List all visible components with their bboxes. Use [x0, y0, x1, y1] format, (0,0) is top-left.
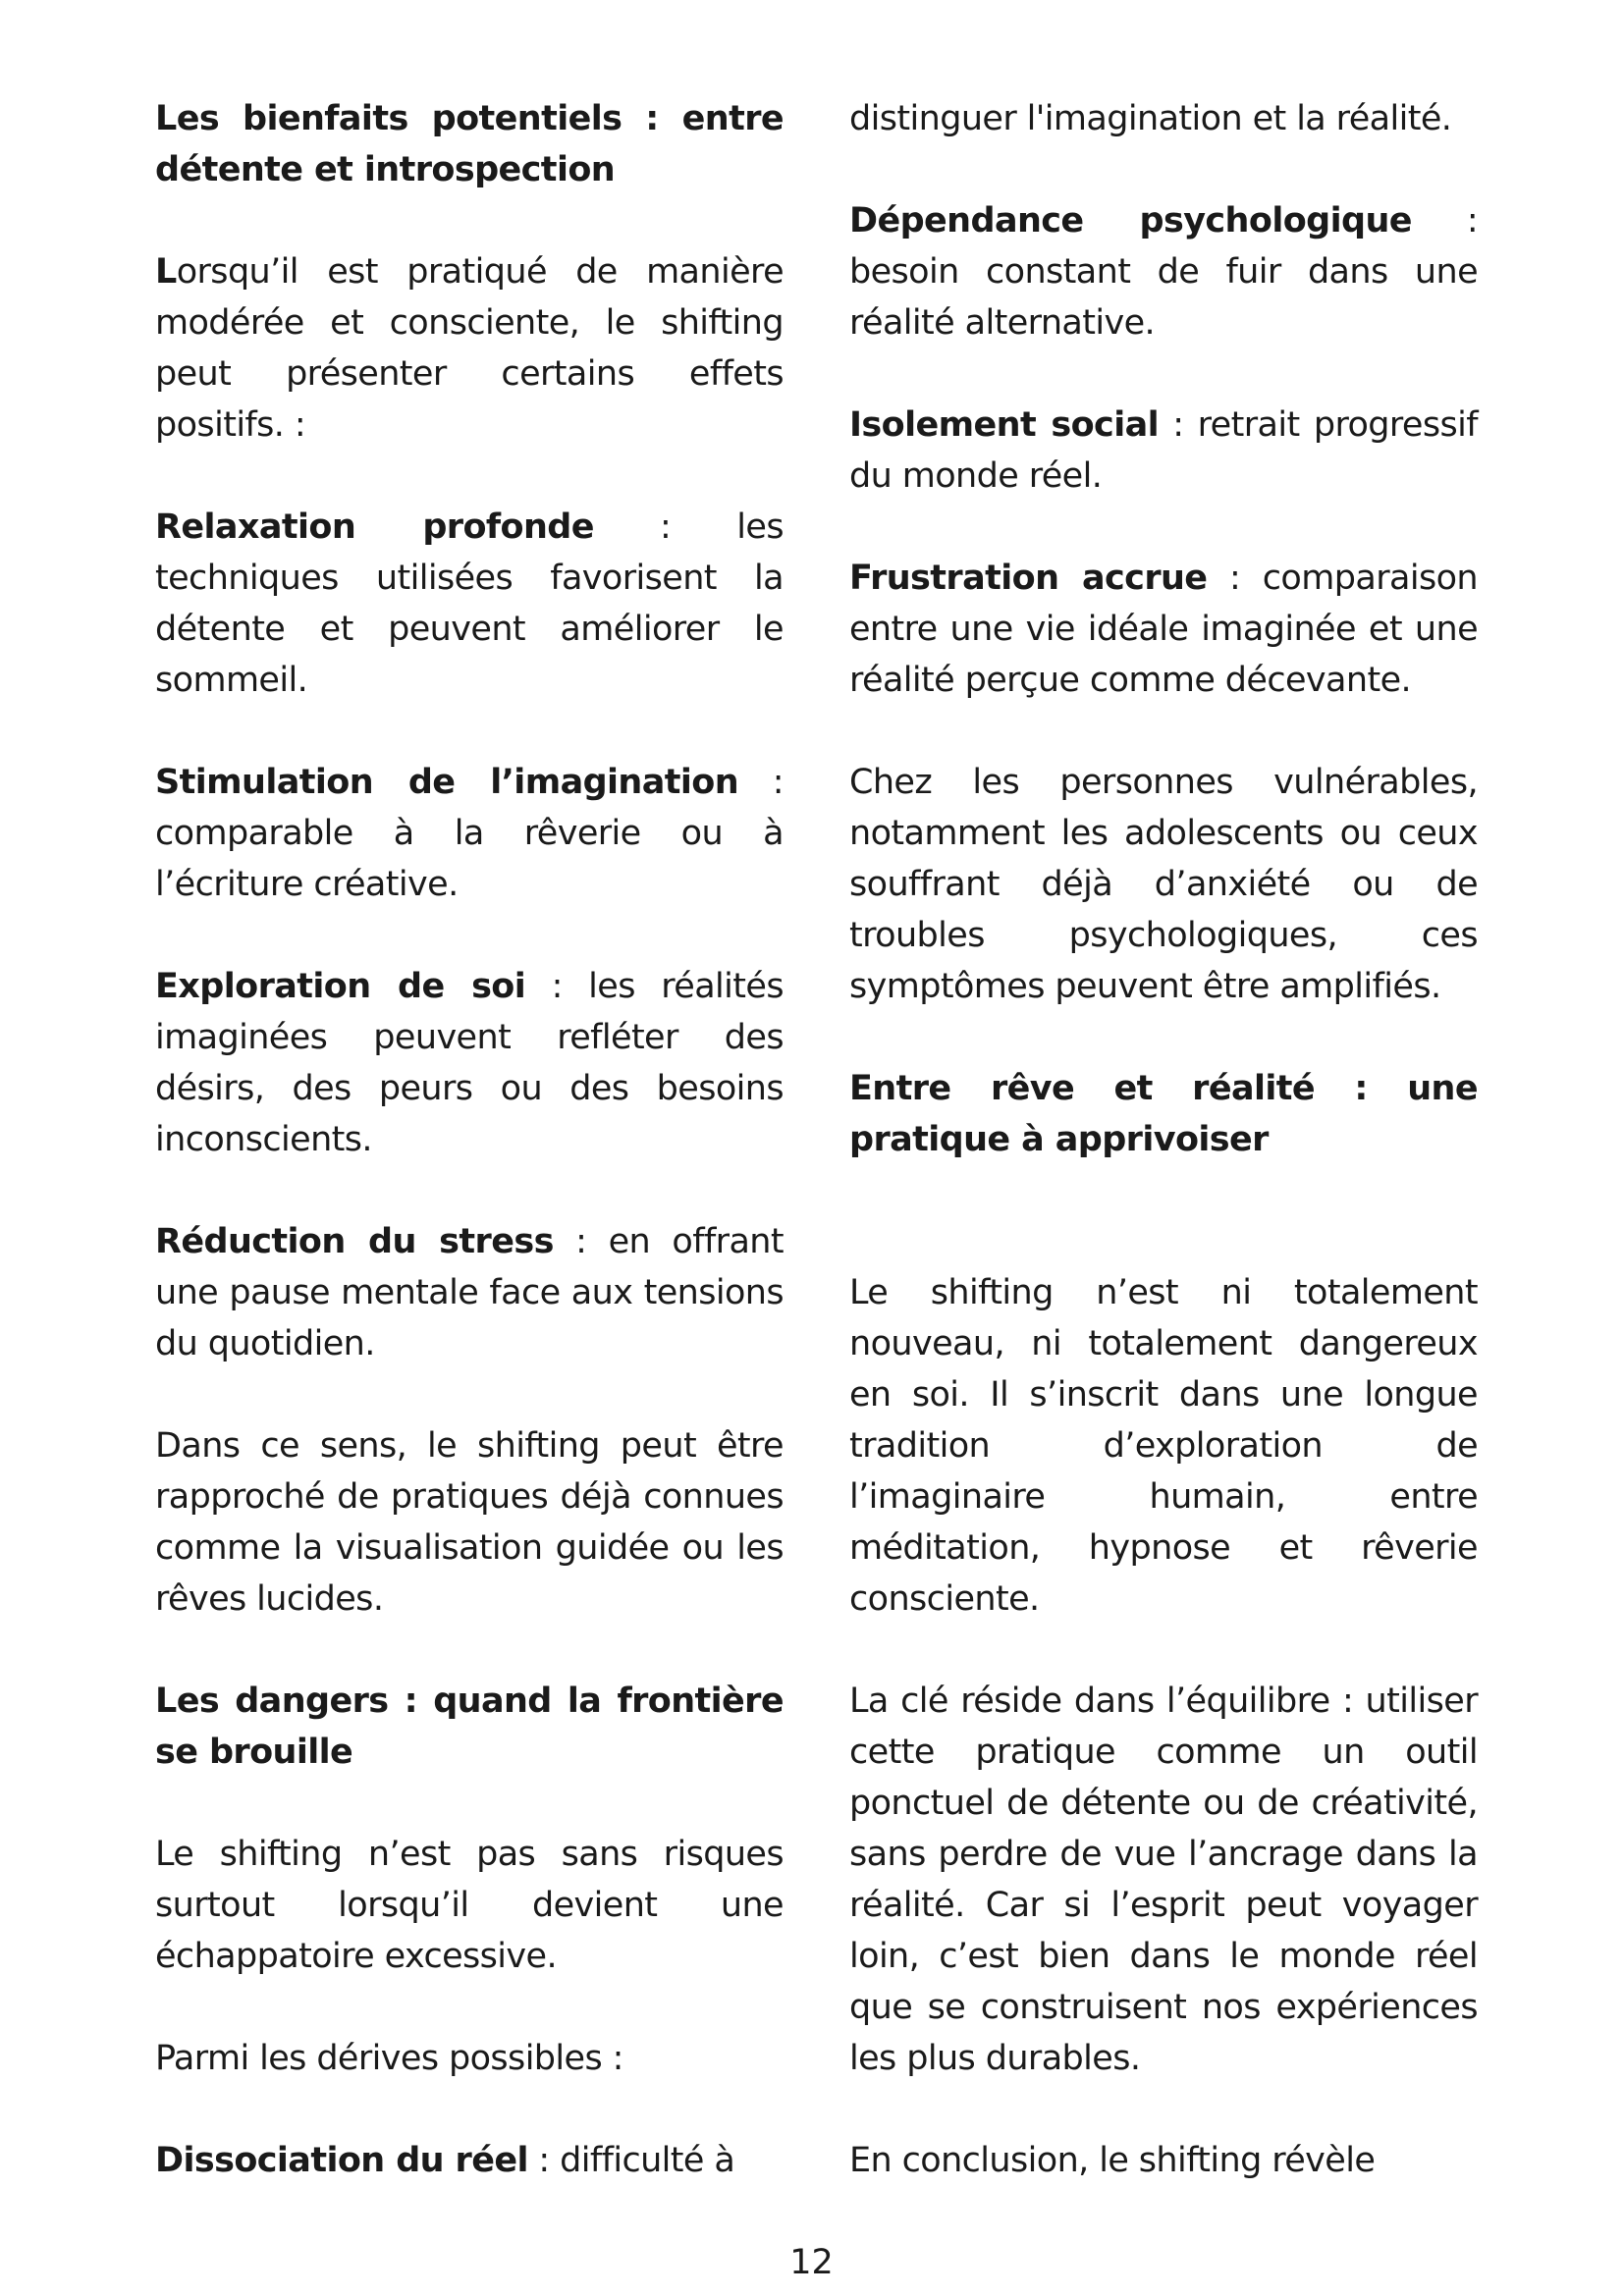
heading-reve-realite: Entre rêve et réalité : une pratique à apprivoiser — [849, 1069, 1478, 1159]
list-item — [155, 2135, 784, 2186]
list-item — [155, 1216, 784, 1369]
item-desc: : comparaison entre une vie idéale imaginée et une réalité perçue comme décevante. — [849, 559, 1478, 700]
right-column — [849, 93, 1478, 2237]
item-term: Dissociation du réel — [155, 2141, 528, 2180]
spacer — [849, 1216, 1478, 1267]
item-desc: : besoin constant de fuir dans une réalité alternative. — [849, 201, 1479, 343]
heading-bienfaits: Les bienfaits potentiels : entre détente et introspection — [155, 99, 784, 189]
list-item — [155, 502, 784, 706]
paragraph-risques: Le shifting n’est pas sans risques surtout lorsqu’il devient une échappatoire excessive. — [155, 1835, 784, 1976]
item-term: Exploration de soi — [155, 967, 526, 1006]
item-term: Réduction du stress — [155, 1222, 554, 1261]
list-item — [155, 961, 784, 1165]
item-desc: : les réalités imaginées peuvent refléter des désirs, des peurs ou des besoins inconscients. — [155, 967, 784, 1159]
item-term: Stimulation de l’imagination — [155, 763, 739, 802]
list-item — [849, 195, 1478, 348]
item-term: Dépendance psychologique — [849, 201, 1412, 240]
item-term: Frustration accrue — [849, 559, 1208, 598]
list-item — [849, 400, 1478, 502]
list-item — [155, 757, 784, 910]
paragraph-parmi: Parmi les dérives possibles : — [155, 2039, 623, 2078]
paragraph-sens: Dans ce sens, le shifting peut être rapproché de pratiques déjà connues comme la visualisation guidée ou les rêves lucides. — [155, 1426, 784, 1619]
left-column — [155, 93, 784, 2237]
paragraph-conclusion: En conclusion, le shifting révèle — [849, 2141, 1376, 2180]
paragraph-nouveau: Le shifting n’est ni totalement nouveau, ni totalement dangereux en soi. Il s’inscrit dans une longue tradition d’exploration de l’imaginaire humain, entre méditation, hypnose et rêverie consciente. — [849, 1273, 1478, 1619]
item-term: Relaxation profonde — [155, 507, 594, 547]
item-term: Isolement social — [849, 405, 1160, 445]
item-desc: : comparable à la rêverie ou à l’écriture créative. — [155, 763, 784, 904]
intro-drop-letter: L — [155, 252, 177, 292]
item-desc: : difficulté à — [527, 2141, 735, 2180]
paragraph-cle: La clé réside dans l’équilibre : utiliser cette pratique comme un outil ponctuel de détente ou de créativité, sans perdre de vue l’ancrage dans la réalité. Car si l’esprit peut voyager loin, c’est bien dans le monde réel que se construisent nos expériences les plus durables. — [849, 1682, 1478, 2078]
item-desc: : les techniques utilisées favorisent la détente et peuvent améliorer le sommeil. — [155, 507, 784, 700]
list-item — [849, 553, 1478, 706]
heading-dangers: Les dangers : quand la frontière se brouille — [155, 1682, 784, 1772]
item-desc: : en offrant une pause mentale face aux tensions du quotidien. — [155, 1222, 784, 1363]
intro-text: orsqu’il est pratiqué de manière modérée et consciente, le shifting peut présenter certains effets positifs. : — [155, 252, 784, 445]
item-desc: : retrait progressif du monde réel. — [849, 405, 1478, 496]
continued-text: distinguer l'imagination et la réalité. — [849, 99, 1452, 138]
intro-paragraph — [155, 246, 784, 451]
paragraph-chez: Chez les personnes vulnérables, notamment les adolescents ou ceux souffrant déjà d’anxiété ou de troubles psychologiques, ces symptômes peuvent être amplifiés. — [849, 763, 1478, 1006]
page-number: 12 — [789, 2243, 834, 2282]
